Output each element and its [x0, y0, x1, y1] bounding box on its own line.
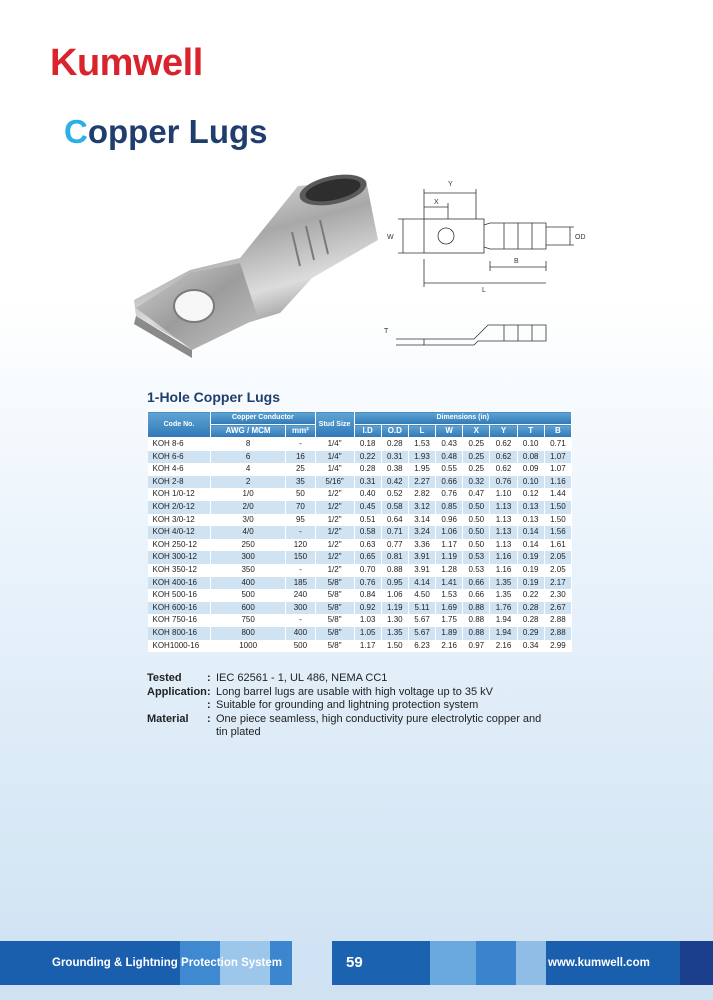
- table-cell: 3/0: [211, 514, 286, 527]
- table-cell: 0.96: [436, 514, 463, 527]
- table-cell: 2.67: [544, 602, 571, 615]
- table-cell: 0.95: [381, 577, 408, 590]
- table-cell: KOH 600-16: [148, 602, 211, 615]
- footer-band: [680, 941, 713, 985]
- spec-label: Tested: [147, 672, 182, 684]
- table-cell: 0.71: [544, 438, 571, 451]
- table-cell: 1.35: [381, 627, 408, 640]
- table-cell: 1/2": [315, 514, 354, 527]
- header-dim: O.D: [381, 425, 408, 438]
- table-cell: 0.62: [490, 451, 517, 464]
- table-cell: 1.76: [490, 602, 517, 615]
- table-cell: 1/2": [315, 539, 354, 552]
- table-row: [148, 614, 572, 627]
- table-cell: 0.47: [463, 488, 490, 501]
- table-cell: 500: [286, 640, 315, 653]
- table-cell: 1/4": [315, 463, 354, 476]
- table-cell: 2.16: [490, 640, 517, 653]
- table-cell: 5/8": [315, 602, 354, 615]
- footer-band: [430, 941, 476, 985]
- table-cell: 1.13: [490, 514, 517, 527]
- table-cell: 5/8": [315, 640, 354, 653]
- spec-label: Material: [147, 712, 189, 725]
- table-cell: 2.88: [544, 614, 571, 627]
- table-cell: 120: [286, 539, 315, 552]
- table-cell: 0.18: [354, 438, 381, 451]
- table-cell: 3.91: [408, 564, 435, 577]
- table-cell: 0.63: [354, 539, 381, 552]
- table-cell: KOH 4-6: [148, 463, 211, 476]
- spec-row: [147, 713, 546, 740]
- table-cell: 6: [211, 451, 286, 464]
- table-cell: 5/8": [315, 627, 354, 640]
- table-row: [148, 627, 572, 640]
- table-cell: 0.84: [354, 589, 381, 602]
- spec-row: [147, 699, 546, 713]
- table-cell: 1.50: [544, 514, 571, 527]
- table-cell: 1.07: [544, 463, 571, 476]
- table-cell: 0.88: [381, 564, 408, 577]
- table-cell: 0.66: [436, 476, 463, 489]
- footer-band: [516, 941, 546, 985]
- table-cell: 1.17: [354, 640, 381, 653]
- table-cell: 1/2": [315, 488, 354, 501]
- table-cell: 300: [286, 602, 315, 615]
- table-row: [148, 501, 572, 514]
- table-cell: 1.35: [490, 577, 517, 590]
- table-cell: 150: [286, 551, 315, 564]
- table-row: [148, 476, 572, 489]
- table-cell: 4/0: [211, 526, 286, 539]
- table-cell: KOH 300-12: [148, 551, 211, 564]
- table-cell: 0.81: [381, 551, 408, 564]
- table-cell: 185: [286, 577, 315, 590]
- table-cell: 0.19: [517, 564, 544, 577]
- table-cell: 0.53: [463, 551, 490, 564]
- table-cell: 500: [211, 589, 286, 602]
- table-cell: 35: [286, 476, 315, 489]
- table-cell: 0.08: [517, 451, 544, 464]
- table-cell: 1.28: [436, 564, 463, 577]
- table-cell: 0.88: [463, 614, 490, 627]
- table-cell: 2.82: [408, 488, 435, 501]
- table-cell: 0.70: [354, 564, 381, 577]
- table-cell: 2.16: [436, 640, 463, 653]
- table-cell: 300: [211, 551, 286, 564]
- table-cell: 1.06: [381, 589, 408, 602]
- table-cell: 1.69: [436, 602, 463, 615]
- table-cell: 1/4": [315, 438, 354, 451]
- table-row: [148, 526, 572, 539]
- table-cell: 600: [211, 602, 286, 615]
- table-cell: 1.35: [490, 589, 517, 602]
- table-cell: 8: [211, 438, 286, 451]
- table-cell: 1.16: [544, 476, 571, 489]
- table-row: [148, 640, 572, 653]
- table-cell: 5/8": [315, 589, 354, 602]
- label-x: X: [434, 199, 439, 206]
- table-cell: 1.44: [544, 488, 571, 501]
- table-cell: 5.67: [408, 627, 435, 640]
- table-cell: -: [286, 526, 315, 539]
- label-t: T: [384, 328, 389, 335]
- table-row: [148, 463, 572, 476]
- table-cell: 0.22: [517, 589, 544, 602]
- page-title-rest: opper Lugs: [87, 113, 268, 150]
- table-row: [148, 577, 572, 590]
- table-cell: 0.66: [463, 577, 490, 590]
- label-y: Y: [448, 181, 453, 188]
- table-cell: 0.85: [436, 501, 463, 514]
- table-cell: 1.05: [354, 627, 381, 640]
- table-cell: 0.28: [517, 602, 544, 615]
- table-cell: 6.23: [408, 640, 435, 653]
- table-cell: 0.29: [517, 627, 544, 640]
- table-row: [148, 551, 572, 564]
- footer-band: [476, 941, 516, 985]
- table-row: [148, 451, 572, 464]
- page-number: 59: [346, 954, 363, 971]
- table-cell: 0.88: [463, 627, 490, 640]
- table-cell: 1.89: [436, 627, 463, 640]
- table-cell: 1.13: [490, 501, 517, 514]
- table-cell: 3.91: [408, 551, 435, 564]
- table-cell: 1.95: [408, 463, 435, 476]
- spec-label: Application: [147, 685, 207, 698]
- table-cell: 0.64: [381, 514, 408, 527]
- table-cell: 0.53: [463, 564, 490, 577]
- table-cell: KOH 8-6: [148, 438, 211, 451]
- table-cell: 750: [211, 614, 286, 627]
- table-cell: 0.92: [354, 602, 381, 615]
- table-cell: 0.10: [517, 438, 544, 451]
- table-cell: 1.17: [436, 539, 463, 552]
- header-dim: T: [517, 425, 544, 438]
- table-cell: 16: [286, 451, 315, 464]
- table-cell: 2.27: [408, 476, 435, 489]
- table-cell: 4: [211, 463, 286, 476]
- table-row: [148, 602, 572, 615]
- table-cell: KOH 250-12: [148, 539, 211, 552]
- table-cell: 1/2": [315, 526, 354, 539]
- table-cell: 0.62: [490, 438, 517, 451]
- table-cell: 2.30: [544, 589, 571, 602]
- table-cell: 240: [286, 589, 315, 602]
- table-cell: 1.94: [490, 627, 517, 640]
- table-cell: 0.31: [354, 476, 381, 489]
- table-cell: 0.55: [436, 463, 463, 476]
- header-awg: AWG / MCM: [211, 425, 286, 438]
- table-cell: 5.11: [408, 602, 435, 615]
- table-cell: KOH 350-12: [148, 564, 211, 577]
- table-row: [148, 514, 572, 527]
- table-cell: 400: [211, 577, 286, 590]
- table-cell: 0.88: [463, 602, 490, 615]
- table-cell: KOH 4/0-12: [148, 526, 211, 539]
- table-cell: 0.50: [463, 526, 490, 539]
- table-cell: 0.52: [381, 488, 408, 501]
- table-cell: 0.48: [436, 451, 463, 464]
- table-cell: 1/2": [315, 564, 354, 577]
- table-cell: 0.38: [381, 463, 408, 476]
- table-cell: 350: [211, 564, 286, 577]
- table-cell: KOH 6-6: [148, 451, 211, 464]
- table-cell: 1.03: [354, 614, 381, 627]
- table-cell: 4.14: [408, 577, 435, 590]
- table-cell: 2/0: [211, 501, 286, 514]
- table-cell: 50: [286, 488, 315, 501]
- table-cell: 1/2": [315, 501, 354, 514]
- table-cell: 0.28: [381, 438, 408, 451]
- table-cell: 400: [286, 627, 315, 640]
- table-cell: KOH 2-8: [148, 476, 211, 489]
- header-dim: L: [408, 425, 435, 438]
- table-cell: 3.36: [408, 539, 435, 552]
- table-cell: 0.58: [381, 501, 408, 514]
- table-cell: 2.05: [544, 564, 571, 577]
- table-cell: 5.67: [408, 614, 435, 627]
- copper-lug-photo: [130, 168, 380, 363]
- table-cell: KOH1000-16: [148, 640, 211, 653]
- label-od: OD: [575, 234, 586, 241]
- footer-left-text: Grounding & Lightning Protection System: [52, 957, 282, 969]
- table-cell: 250: [211, 539, 286, 552]
- table-cell: 0.50: [463, 501, 490, 514]
- lug-spec-table: [147, 411, 572, 652]
- table-cell: 0.12: [517, 488, 544, 501]
- table-cell: 0.40: [354, 488, 381, 501]
- table-cell: KOH 2/0-12: [148, 501, 211, 514]
- table-cell: 0.50: [463, 539, 490, 552]
- table-cell: KOH 3/0-12: [148, 514, 211, 527]
- lug-dimension-drawing: [378, 175, 588, 365]
- table-cell: 0.13: [517, 514, 544, 527]
- header-dim: I.D: [354, 425, 381, 438]
- table-cell: 0.25: [463, 451, 490, 464]
- table-row: [148, 589, 572, 602]
- table-row: [148, 564, 572, 577]
- header-dim: Y: [490, 425, 517, 438]
- table-cell: 25: [286, 463, 315, 476]
- table-cell: 3.24: [408, 526, 435, 539]
- table-cell: 5/8": [315, 577, 354, 590]
- table-cell: KOH 500-16: [148, 589, 211, 602]
- table-cell: 0.66: [463, 589, 490, 602]
- table-cell: 0.09: [517, 463, 544, 476]
- table-cell: 5/16": [315, 476, 354, 489]
- table-cell: 1/2": [315, 551, 354, 564]
- table-cell: 1.93: [408, 451, 435, 464]
- table-cell: 1.75: [436, 614, 463, 627]
- table-row: [148, 539, 572, 552]
- spec-value: Suitable for grounding and lightning protection system: [216, 699, 479, 711]
- table-row: [148, 488, 572, 501]
- table-cell: -: [286, 438, 315, 451]
- table-cell: 3.14: [408, 514, 435, 527]
- table-cell: 1.30: [381, 614, 408, 627]
- table-cell: 1.16: [490, 551, 517, 564]
- spec-colon: :: [207, 672, 211, 684]
- spec-colon: :: [207, 685, 211, 698]
- table-cell: 1.07: [544, 451, 571, 464]
- table-cell: 0.14: [517, 539, 544, 552]
- table-cell: 0.13: [517, 501, 544, 514]
- table-cell: 1.94: [490, 614, 517, 627]
- page-footer: [0, 941, 713, 985]
- table-cell: 2.17: [544, 577, 571, 590]
- table-cell: 1/0: [211, 488, 286, 501]
- table-cell: KOH 400-16: [148, 577, 211, 590]
- table-cell: 0.31: [381, 451, 408, 464]
- table-cell: 1/4": [315, 451, 354, 464]
- table-cell: 0.65: [354, 551, 381, 564]
- header-dimensions: Dimensions (in): [354, 412, 571, 425]
- table-cell: 0.76: [436, 488, 463, 501]
- spec-value: IEC 62561 - 1, UL 486, NEMA CC1: [216, 672, 388, 684]
- header-dim: B: [544, 425, 571, 438]
- table-cell: 0.76: [354, 577, 381, 590]
- table-cell: 1.56: [544, 526, 571, 539]
- label-l: L: [482, 287, 486, 294]
- brand-logo: Kumwell: [50, 42, 203, 84]
- table-cell: -: [286, 614, 315, 627]
- table-cell: 0.77: [381, 539, 408, 552]
- table-cell: 0.45: [354, 501, 381, 514]
- table-cell: 1.50: [544, 501, 571, 514]
- table-cell: 2: [211, 476, 286, 489]
- table-cell: 1.16: [490, 564, 517, 577]
- table-cell: 0.97: [463, 640, 490, 653]
- table-cell: 0.19: [517, 577, 544, 590]
- header-mm2: mm²: [286, 425, 315, 438]
- table-cell: 4.50: [408, 589, 435, 602]
- table-cell: 0.28: [354, 463, 381, 476]
- table-cell: 0.25: [463, 463, 490, 476]
- spec-value: Long barrel lugs are usable with high voltage up to 35 kV: [216, 685, 494, 698]
- spec-colon: :: [207, 712, 211, 725]
- table-cell: 1.13: [490, 526, 517, 539]
- table-cell: 1.19: [436, 551, 463, 564]
- table-cell: 0.76: [490, 476, 517, 489]
- table-cell: 0.43: [436, 438, 463, 451]
- table-row: [148, 438, 572, 451]
- header-dim: W: [436, 425, 463, 438]
- table-cell: 1.19: [381, 602, 408, 615]
- lug-table-body: [148, 438, 572, 653]
- page-title-initial: C: [64, 113, 88, 150]
- table-cell: 0.62: [490, 463, 517, 476]
- table-cell: KOH 750-16: [148, 614, 211, 627]
- spec-label: [147, 699, 207, 713]
- spec-row: [147, 672, 546, 686]
- table-cell: 1.41: [436, 577, 463, 590]
- header-dim: X: [463, 425, 490, 438]
- page-title: [64, 113, 268, 151]
- table-cell: 1.10: [490, 488, 517, 501]
- table-cell: 5/8": [315, 614, 354, 627]
- table-cell: 0.19: [517, 551, 544, 564]
- table-cell: 1.06: [436, 526, 463, 539]
- spec-value: One piece seamless, high conductivity pure electrolytic copper and tin plated: [216, 712, 542, 738]
- table-cell: 0.34: [517, 640, 544, 653]
- footer-band: [292, 941, 332, 985]
- specifications: [147, 672, 546, 740]
- table-cell: 0.10: [517, 476, 544, 489]
- label-b: B: [514, 258, 519, 265]
- table-cell: 1.50: [381, 640, 408, 653]
- table-cell: 1.53: [436, 589, 463, 602]
- header-stud-size: Stud Size: [315, 412, 354, 438]
- table-cell: -: [286, 564, 315, 577]
- table-cell: 0.28: [517, 614, 544, 627]
- header-code: Code No.: [148, 412, 211, 438]
- table-cell: 1000: [211, 640, 286, 653]
- section-title: 1-Hole Copper Lugs: [147, 389, 281, 405]
- table-cell: 2.99: [544, 640, 571, 653]
- table-cell: 70: [286, 501, 315, 514]
- table-cell: 3.12: [408, 501, 435, 514]
- table-cell: 0.42: [381, 476, 408, 489]
- header-copper-conductor: Copper Conductor: [211, 412, 316, 425]
- label-w: W: [387, 234, 394, 241]
- table-cell: KOH 800-16: [148, 627, 211, 640]
- table-cell: 0.50: [463, 514, 490, 527]
- table-cell: 1.13: [490, 539, 517, 552]
- table-cell: 1.53: [408, 438, 435, 451]
- table-cell: 0.14: [517, 526, 544, 539]
- table-cell: 0.71: [381, 526, 408, 539]
- footer-website: www.kumwell.com: [548, 957, 650, 969]
- table-cell: 800: [211, 627, 286, 640]
- spec-colon: :: [207, 699, 211, 711]
- table-cell: KOH 1/0-12: [148, 488, 211, 501]
- table-cell: 0.51: [354, 514, 381, 527]
- table-cell: 1.61: [544, 539, 571, 552]
- spec-row: [147, 686, 546, 700]
- table-cell: 0.32: [463, 476, 490, 489]
- table-cell: 0.22: [354, 451, 381, 464]
- table-cell: 0.58: [354, 526, 381, 539]
- table-cell: 2.05: [544, 551, 571, 564]
- table-cell: 2.88: [544, 627, 571, 640]
- table-cell: 95: [286, 514, 315, 527]
- table-cell: 0.25: [463, 438, 490, 451]
